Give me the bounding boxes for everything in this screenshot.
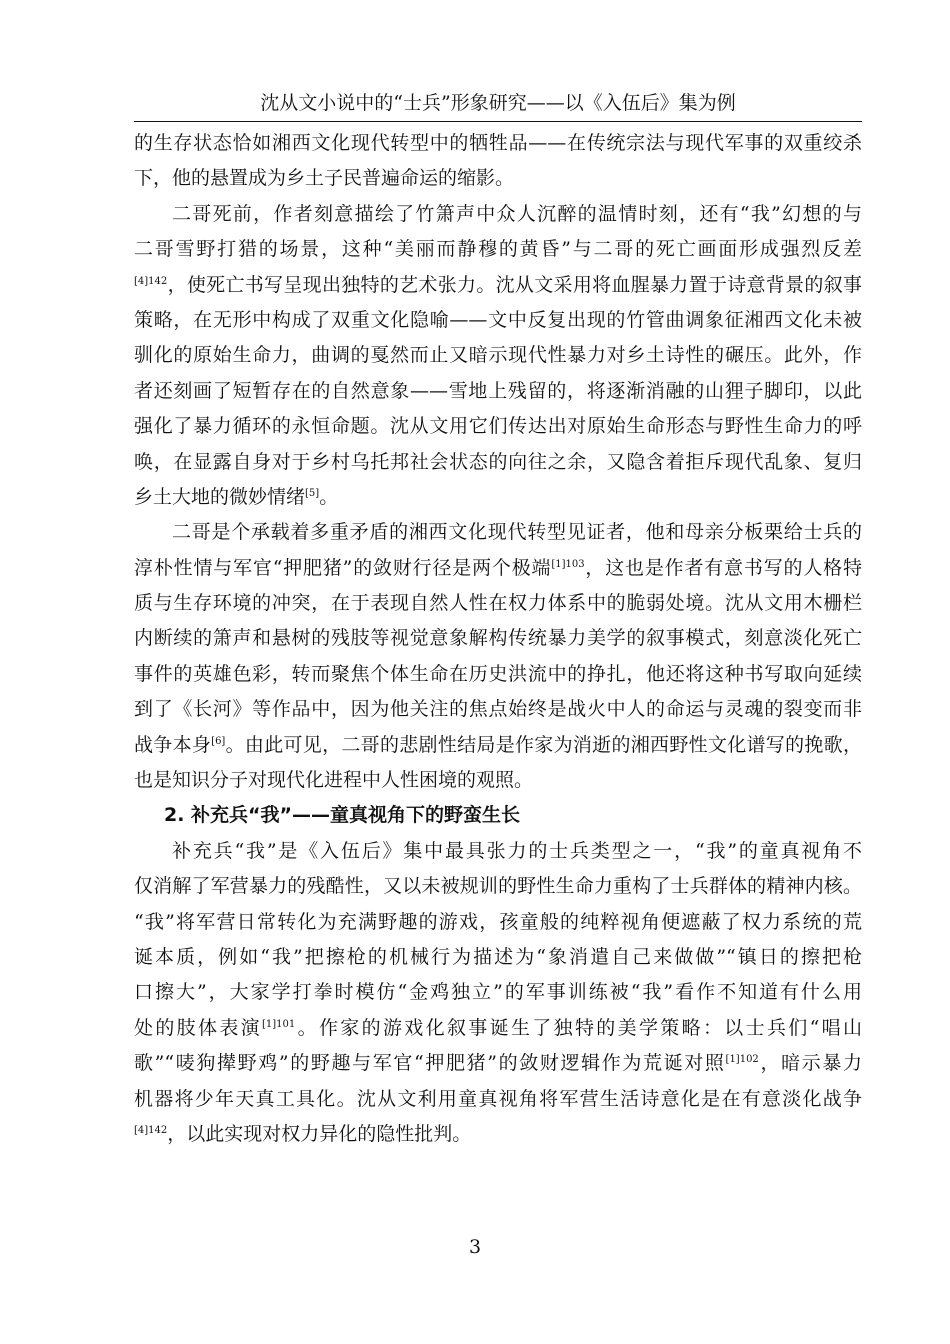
page-body <box>134 126 862 1152</box>
text-segment: ，以此实现对权力异化的隐性批判。 <box>167 1122 472 1145</box>
text-line: 仅消解了军营暴力的残酷性，又以未被规训的野性生命力重构了士兵群体的精神内核。 <box>134 875 862 898</box>
section-heading: 2. 补充兵“我”——童真视角下的野蛮生长 <box>164 804 521 827</box>
text-line: 驯化的原始生命力，曲调的戛然而止又暗示现代性暴力对乡土诗性的碾压。此外，作 <box>134 344 862 367</box>
text-line: 二哥死前，作者刻意描绘了竹箫声中众人沉醉的温情时刻，还有“我”幻想的与 <box>172 202 862 225</box>
text-line: 诞本质，例如“我”把擦枪的机械行为描述为“象消遣自己来做做”“镇日的擦把枪 <box>134 945 862 968</box>
paragraph <box>134 197 862 516</box>
text-segment: 。作家的游戏化叙事诞生了独特的美学策略：以士兵们“唱山 <box>295 1016 862 1039</box>
text-line: 唤，在显露自身对于乡村乌托邦社会状态的向往之余，又隐含着拒斥现代乱象、复归 <box>134 450 862 473</box>
text-segment: 战争本身 <box>134 733 212 756</box>
text-line: 下，他的悬置成为乡土子民普遍命运的缩影。 <box>134 167 515 190</box>
text-line: 二哥雪野打猎的场景，这种“美丽而静穆的黄昏”与二哥的死亡画面形成强烈反差 <box>134 238 862 261</box>
text-line <box>134 268 862 303</box>
text-line: 二哥是个承载着多重矛盾的湘西文化现代转型见证者，他和母亲分板栗给士兵的 <box>172 521 862 544</box>
text-line <box>134 1046 862 1081</box>
text-line: 的生存状态恰如湘西文化现代转型中的牺牲品——在传统宗法与现代军事的双重绞杀 <box>134 132 862 154</box>
text-segment: 歌”“唛狗撵野鸡”的野趣与军官“押肥猪”的敛财逻辑作为荒诞对照 <box>134 1052 726 1075</box>
citation: [4]142 <box>134 275 168 287</box>
text-segment: 处的肢体表演 <box>134 1016 263 1039</box>
text-line: 策略，在无形中构成了双重文化隐喻——文中反复出现的竹管曲调象征湘西文化未被 <box>134 308 862 331</box>
text-line <box>134 1011 862 1046</box>
header-rule <box>134 121 862 122</box>
text-segment: 。 <box>319 485 339 508</box>
citation: [6] <box>211 735 226 747</box>
text-line: 事件的英雄色彩，转而聚焦个体生命在历史洪流中的挣扎，他还将这种书写取向延续 <box>134 662 862 685</box>
text-line: “我”将军营日常转化为充满野趣的游戏，孩童般的纯粹视角便遮蔽了权力系统的荒 <box>134 910 862 933</box>
text-line: 也是知识分子对现代化进程中人性困境的观照。 <box>134 769 534 792</box>
text-segment: ，这也是作者有意书写的人格特 <box>584 556 862 579</box>
paragraph <box>134 126 862 197</box>
text-line: 补充兵“我”是《入伍后》集中最具张力的士兵类型之一，“我”的童真视角不 <box>172 839 862 862</box>
running-header: 沈从文小说中的“士兵”形象研究——以《入伍后》集为例 <box>260 92 736 114</box>
text-line: 内断续的箫声和悬树的残肢等视觉意象解构传统暴力美学的叙事模式，刻意淡化死亡 <box>134 627 862 650</box>
text-segment: 淳朴性情与军官“押肥猪”的敛财行径是两个极端 <box>134 556 552 579</box>
text-segment: 乡土大地的微妙情绪 <box>134 485 306 508</box>
citation: [1]101 <box>262 1018 296 1030</box>
text-line: 质与生存环境的冲突，在于表现自然人性在权力体系中的脆弱处境。沈从文用木栅栏 <box>134 592 862 615</box>
text-line: 强化了暴力循环的永恒命题。沈从文用它们传达出对原始生命形态与野性生命力的呼 <box>134 415 862 438</box>
text-line: 到了《长河》等作品中，因为他关注的焦点始终是战火中人的命运与灵魂的裂变而非 <box>134 698 862 721</box>
text-segment: 。由此可见，二哥的悲剧性结局是作家为消逝的湘西野性文化谱写的挽歌， <box>225 733 862 756</box>
citation: [4]142 <box>134 1124 168 1136</box>
text-line <box>134 480 862 515</box>
paragraph <box>134 515 862 798</box>
paragraph <box>134 834 862 1153</box>
text-segment: ，暗示暴力 <box>758 1052 862 1075</box>
citation: [5] <box>305 487 320 499</box>
text-line <box>134 551 862 586</box>
text-line <box>134 1117 862 1152</box>
citation: [1]102 <box>725 1054 759 1066</box>
page-number: 3 <box>468 1236 482 1258</box>
text-segment: ，使死亡书写呈现出独特的艺术张力。沈从文采用将血腥暴力置于诗意背景的叙事 <box>167 273 862 296</box>
text-line: 者还刻画了短暂存在的自然意象——雪地上残留的，将逐渐消融的山狸子脚印，以此 <box>134 379 862 402</box>
text-line: 口擦大”，大家学打拳时模仿“金鸡独立”的军事训练被“我”看作不知道有什么用 <box>134 981 862 1004</box>
citation: [1]103 <box>551 558 585 570</box>
text-line <box>134 728 862 763</box>
text-line: 机器将少年天真工具化。沈从文利用童真视角将军营生活诗意化是在有意淡化战争 <box>134 1087 862 1110</box>
